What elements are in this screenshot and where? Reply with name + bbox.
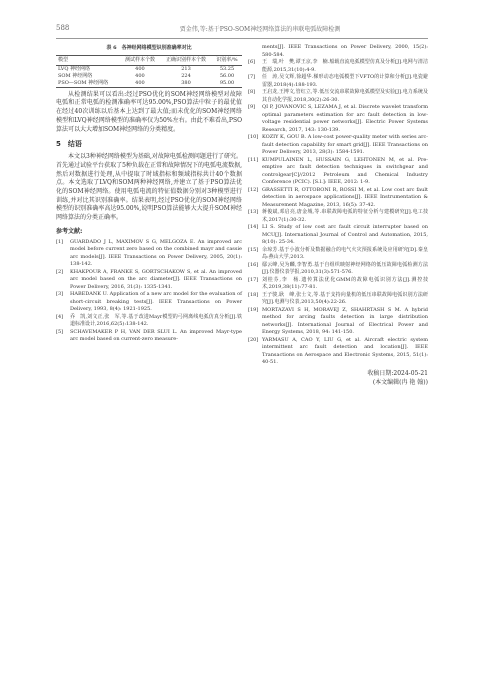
reference-text: QI P, JOVANOVIC S, LEZAMA J, et al. Discrete wavelet transform optimal parameters estimation for arc fault detection in low-voltage residential power networks[J]. Electric Power Systems Research, 2017, 143: 130-139. — [262, 104, 428, 133]
table-cell: LVQ 神经网络 — [58, 65, 91, 72]
reference-number: [4] — [56, 313, 64, 320]
reference-number: [7] — [248, 74, 256, 80]
reference-text: GRASSETTI R, OTTOBONI R, ROSSI M, et al. Low cost arc fault detection in aerospace applications[J]. IEEE Instrumentation & Measurement Magazine, 2013, 16(5): 37-42. — [262, 186, 428, 208]
table-cell: 400 — [135, 72, 145, 79]
reference-number: [14] — [248, 224, 259, 230]
reference-item — [248, 59, 428, 74]
reference-item — [248, 157, 428, 187]
reference-text: HABEDANK U. Application of a new arc model for the evaluation of short-circuit breaking tests[J]. IEEE Transactions on Power Delivery, 1993, 8(4): 1921-1925. — [70, 291, 242, 313]
reference-text: GUARDADO J L, MAXIMOV S G, MELGOZA E. An improved arc model before current zero based on the combined mayr and cassie arc models[J]. IEEE Transactions on Power Delivery, 2005, 20(1): 138-142. — [70, 238, 242, 268]
reference-text: SCHAVEMAKER P H, VAN DER SLUI L. An improved Mayr-type arc model based on current-zero measure- — [70, 328, 242, 343]
reference-text: LI S. Study of low cost arc fault circuit interrupter based on MCU[J]. International Journal of Control and Automation, 2015, 8(10): 25-34. — [262, 224, 428, 245]
table-cell: 224 — [181, 72, 191, 79]
reference-item — [248, 224, 428, 247]
reference-item — [248, 187, 428, 210]
reference-number: [13] — [248, 209, 259, 215]
reference-item — [248, 209, 428, 224]
received-date: 收稿日期:2024-05-21 — [367, 369, 428, 377]
reference-text: 蒋俊斌,邓启亮,唐金城,等.串联故障电弧的特征分析与建模研究[J].电工技术,2017(1):30-32. — [262, 209, 428, 223]
reference-number: [2] — [56, 268, 64, 275]
reference-number: [16] — [248, 261, 259, 268]
reference-item — [248, 74, 428, 89]
reference-text: 王启龙,王博文,管红立,等.低压交流串联故障电弧模型及实验[J].电力系统及其自动化学报,2018,30(2):26-30. — [262, 89, 428, 103]
reference-number: [12] — [248, 186, 259, 193]
conclusion-paragraph: 本文以3种神经网络模型为基础,对故障电弧检测问题进行了研究。首先通过试验平台获取了5种负载在正常和故障情况下的电弧电流数据,然后对数据进行处理,从中提取了时域指标和频域指标共计40个数据点。本文选取了LVQ和SOM两种神经网络,并建立了基于PSO算法优化的SOM神经网络。使用电弧电流的特征值数据分别对3种模型进行训练,并对比其识别准确率。结果表明,经过PSO优化的SOM神经网络模型的识别准确率高达95.00%,说明PSO算法能够大大提升SOM神经网络算法的分类正确率。 — [56, 153, 242, 222]
references-heading: 参考文献: — [56, 227, 83, 235]
reference-number — [248, 44, 262, 59]
reference-text: MORTAZAVI S H, MORAVEJ Z, SHAHRTASH S M. A hybrid method for arcing faults detection in large distribution networks[J]. International Journal of Electrical Power and Energy Systems, 2018, 94: 141-150. — [262, 306, 428, 335]
reference-number: [17] — [248, 276, 259, 283]
reference-number: [5] — [56, 328, 64, 335]
section-heading-conclusion: 5 结语 — [56, 140, 82, 149]
table-row — [56, 73, 242, 80]
reference-item — [248, 247, 428, 262]
table-header-cell: 模型 — [56, 55, 120, 65]
table-header-cell: 测试样本个数 — [120, 55, 160, 65]
results-paragraph: 从检测结果可以看出:经过PSO优化的SOM神经网络模型对故障电弧和正常电弧的检测准确率可达95.00%,PSO算法中粒子的最优值在经过40次训练以后基本上达到了最大值;而未优化的SOM神经网络模型和LVQ神经网络模型的准确率仅为50%左右。由此不难看出,PSO算法可以大大增加SOM神经网络的分类精度。 — [56, 90, 242, 133]
reference-text: 余琼芳.基于小波分析及数据融合的电气火灾预报系统及应用研究[D].秦皇岛:燕山大学,2013. — [262, 246, 428, 260]
table-cell: 400 — [135, 65, 145, 72]
right-column — [248, 44, 428, 387]
reference-item — [56, 329, 242, 344]
reference-text: ments[J]. IEEE Transactions on Power Delivery, 2000, 15(2): 580-584. — [262, 44, 428, 58]
running-header — [56, 24, 428, 38]
table-cell: PSO—SOM 神经网络 — [56, 80, 120, 88]
reference-text: KOZIY K, GOU B. A low-cost power-quality meter with series arc-fault detection capability for smart grid[J]. IEEE Transactions on Power Delivery, 2013, 28(3): 1584-1591. — [262, 134, 428, 155]
left-column — [56, 44, 242, 344]
reference-item — [248, 277, 428, 292]
reference-text: KHAKPOUR A, FRANKE S, GORTSCHAKOW S, et al. An improved arc model based on the arc diameter[J]. IEEE Transactions on Power Delivery, 2016, 31(3): 1335-1341. — [70, 268, 242, 290]
reference-item — [56, 314, 242, 329]
table-caption: 表 6 各神经网络模型识别准确率对比 — [106, 45, 192, 51]
reference-item — [56, 239, 242, 269]
table-cell: 53.25 — [219, 65, 235, 72]
reference-item — [56, 269, 242, 292]
header-rule — [56, 38, 428, 39]
reference-number: [15] — [248, 246, 259, 253]
reference-item — [248, 44, 428, 59]
reference-item — [248, 134, 428, 157]
reference-text: KUMPULAINEN L, HUSSAIN G, LEHTONEN M, et al. Pre-emptive arc fault detection techniques in switchgear and controlgear[C]//2012 Petroleum and Chemical Industry Conference (PCIC). [S.l.]: IEEE, 2012: 1-9. — [262, 156, 428, 185]
reference-list-right — [248, 44, 428, 367]
reference-number: [9] — [248, 104, 256, 110]
table-header-row — [56, 55, 242, 65]
reference-number: [19] — [248, 306, 259, 313]
reference-item — [248, 337, 428, 367]
reference-item — [248, 292, 428, 307]
reference-list-left — [56, 239, 242, 344]
table-cell: 400 — [120, 80, 160, 88]
table-row — [56, 80, 242, 88]
reference-number: [18] — [248, 291, 259, 298]
reference-text: 任 涛,吴文辉,徐超华.梯形动态电弧模型下VFTO的计算和分析[J].电瓷避雷器,2018(4):188-193. — [262, 74, 428, 88]
reference-number: [8] — [248, 89, 256, 95]
reference-text: 王 瑞,叶 樊,谭王京,李 楠.船载直流电弧模型仿真及分析[J].电网与清洁能源,2015,31(10):4-9. — [262, 59, 428, 73]
reference-text: 王子骏,耿 峰,张士文,等.基于支持向量机的低压串联故障电弧识别方法研究[J].电测与仪表,2013,50(4):22-26. — [262, 291, 428, 305]
reference-item — [248, 89, 428, 104]
reference-item — [56, 291, 242, 314]
reference-number: [20] — [248, 336, 259, 343]
reference-number: [3] — [56, 291, 64, 298]
reference-item — [248, 307, 428, 337]
table-cell: 56.00 — [219, 72, 235, 79]
table-cell: 380 — [160, 80, 212, 88]
table-cell: 213 — [181, 65, 191, 72]
table-cell: 95.00 — [212, 80, 242, 88]
editor-note: (本文编辑(冉 艳 翰)) — [372, 378, 428, 386]
reference-number: [1] — [56, 238, 64, 245]
running-title: 贾金伟,等:基于PSO-SOM神经网络算法的串联电弧故障检测 — [179, 26, 341, 33]
reference-item — [248, 262, 428, 277]
table-row — [56, 65, 242, 73]
reference-number: [10] — [248, 134, 259, 140]
reference-item — [248, 104, 428, 134]
reference-number: [6] — [248, 59, 256, 65]
table-header-cell: 正确识别样本个数 — [160, 55, 212, 65]
reference-text: YARMASU A, CAO Y, LIU G, et al. Aircraft electric system intermittent arc fault detection and location[J]. IEEE Transactions on Aerospace and Electronic Systems, 2015, 51(1): 40-51. — [262, 336, 428, 365]
reference-text: 刘桂芬,李 杨.遗传算法优化GMM的故障电弧识别方法[J].测控技术,2019,38(11):77-81. — [262, 276, 428, 290]
reference-text: 乔 凯,刘文正,张 军,等.基于改进Mayr模型的弓网离线电弧仿真分析[J].铁道标准设计,2016,62(5):138-142. — [70, 313, 242, 328]
table-header-cell: 识别率/% — [212, 55, 242, 65]
table-cell: SOM 神经网络 — [58, 72, 93, 79]
reference-text: 鄢云峰,吴为麟,李智勇.基于自组织映射神经网络的低压故障电弧检测方法[J].仪器仪表学报,2010,31(3):571-576. — [262, 261, 428, 275]
accuracy-table — [56, 55, 242, 88]
reference-number: [11] — [248, 156, 259, 163]
page-number: 588 — [56, 24, 70, 32]
